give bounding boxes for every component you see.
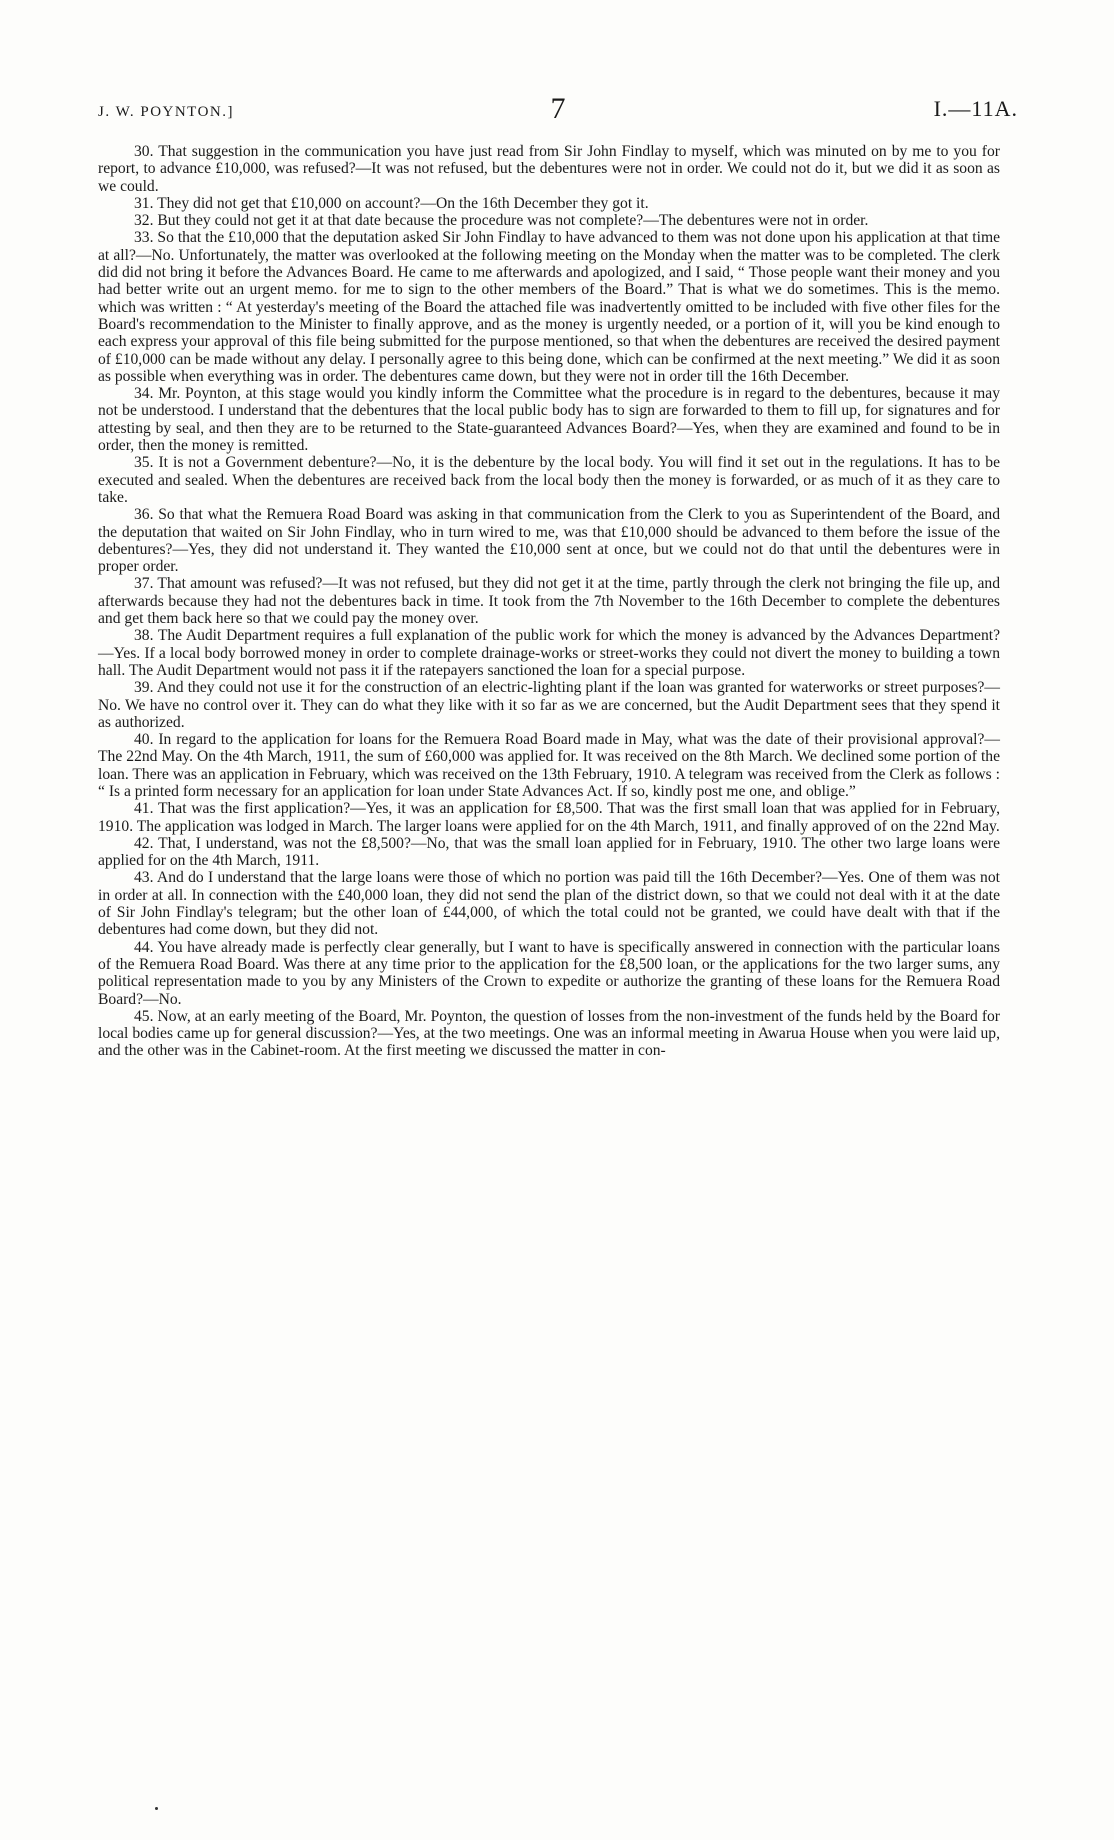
paragraph-42: 42. That, I understand, was not the £8,500?—No, that was the small loan applied for in February, 1910. The other two large loans were applied for on the 4th March, 1911. <box>98 834 1000 870</box>
paragraph-39: 39. And they could not use it for the construction of an electric-lighting plant if the loan was granted for waterworks or street purposes?—No. We have no control over it. They can do what they like with it so far as we are concerned, but the Audit Department sees that they spend it as authorized. <box>98 679 1000 731</box>
witness-name: J. W. POYNTON.] <box>98 104 234 120</box>
document-reference: I.—11A. <box>933 96 1018 121</box>
page-number: 7 <box>550 92 566 125</box>
paragraph-32: 32. But they could not get it at that date because the procedure was not complete?—The debentures were not in order. <box>134 212 869 230</box>
document-body <box>98 143 1000 1060</box>
paragraph-36: 36. So that what the Remuera Road Board was asking in that communication from the Clerk to you as Superintendent of the Board, and the deputation that waited on Sir John Findlay, who in turn wired to me, was that £10,000 should be advanced to them before the issue of the debentures?—Yes, they did not understand it. They wanted the £10,000 sent at once, but we could not do that until the debentures were in proper order. <box>98 506 1000 576</box>
page-header <box>98 92 1018 132</box>
paragraph-44: 44. You have already made is perfectly clear generally, but I want to have is specifically answered in connection with the particular loans of the Remuera Road Board. Was there at any time prior to the application for the £8,500 loan, or the applications for the two larger sums, any political representation made to you by any Ministers of the Crown to expedite or authorize the granting of these loans for the Remuera Road Board?—No. <box>98 938 1000 1008</box>
ink-speck <box>155 1807 158 1810</box>
paragraph-40: 40. In regard to the application for loans for the Remuera Road Board made in May, what was the date of their provisional approval?—The 22nd May. On the 4th March, 1911, the sum of £60,000 was applied for. It was received on the 8th March. We declined some portion of the loan. There was an application in February, which was received on the 13th February, 1910. A telegram was received from the Clerk as follows : “ Is a printed form necessary for an application for loan under State Advances Act. If so, kindly post me one, and oblige.” <box>98 731 1000 800</box>
paragraph-33: 33. So that the £10,000 that the deputation asked Sir John Findlay to have advanced to them was not done upon his application at that time at all?—No. Unfortunately, the matter was overlooked at the following meeting on the Monday when the matter was to be completed. The clerk did did not bring it before the Advances Board. He came to me afterwards and apologized, and I said, “ Those people want their money and you had better write out an urgent memo. for me to sign to the other members of the Board.” That is what we do sometimes. This is the memo. which was written : “ At yesterday's meeting of the Board the attached file was inadvertently omitted to be included with five other files for the Board's recommendation to the Minister to finally approve, and as the money is urgently needed, or a portion of it, will you be kind enough to each express your approval of this file being submitted for the purpose mentioned, so that when the debentures are received the desired payment of £10,000 can be made without any delay. I personally agree to this being done, which can be confirmed at the next meeting.” We did it as soon as possible when everything was in order. The debentures came down, but they were not in order till the 16th December. <box>98 229 1000 385</box>
paragraph-45: 45. Now, at an early meeting of the Board, Mr. Poynton, the question of losses from the non-investment of the funds held by the Board for local bodies came up for general discussion?—Yes, at the two meetings. One was an informal meeting in Awarua House when you were laid up, and the other was in the Cabinet-room. At the first meeting we discussed the matter in con- <box>98 1007 1000 1060</box>
paragraph-43: 43. And do I understand that the large loans were those of which no portion was paid till the 16th December?—Yes. One of them was not in order at all. In connection with the £40,000 loan, they did not send the plan of the district down, so that we could not deal with it at the date of Sir John Findlay's telegram; but the other loan of £44,000, of which the total could not be granted, we could have dealt with that if the debentures had come down, but they did not. <box>98 869 1000 939</box>
paragraph-41: 41. That was the first application?—Yes, it was an application for £8,500. That was the first small loan that was applied for in February, 1910. The application was lodged in March. The larger loans were applied for on the 4th March, 1911, and finally approved of on the 22nd May. <box>98 800 1000 835</box>
paragraph-35: 35. It is not a Government debenture?—No, it is the debenture by the local body. You will find it set out in the regulations. It has to be executed and sealed. When the debentures are received back from the local body then the money is forwarded, or as much of it as they care to take. <box>98 454 1000 506</box>
paragraph-30: 30. That suggestion in the communication you have just read from Sir John Findlay to myself, which was minuted on by me to you for report, to advance £10,000, was refused?—It was not refused, but the debentures were not in order. We could not do it, but we did it as soon as we could. <box>98 143 1000 195</box>
paragraph-38: 38. The Audit Department requires a full explanation of the public work for which the money is advanced by the Advances Department?—Yes. If a local body borrowed money in order to complete drainage-works or street-works they could not divert the money to building a town hall. The Audit Department would not pass it if the ratepayers sanctioned the loan for a special purpose. <box>98 627 1000 679</box>
paragraph-37: 37. That amount was refused?—It was not refused, but they did not get it at the time, partly through the clerk not bringing the file up, and afterwards because they had not the debentures back in time. It took from the 7th November to the 16th December to complete the debentures and get them back here so that we could pay the money over. <box>98 575 1000 628</box>
paragraph-31: 31. They did not get that £10,000 on account?—On the 16th December they got it. <box>134 194 649 212</box>
paragraph-34: 34. Mr. Poynton, at this stage would you kindly inform the Committee what the procedure is in regard to the debentures, because it may not be understood. I understand that the debentures that the local public body has to sign are forwarded to them to fill up, for signatures and for attesting by seal, and then they are to be returned to the State-guaranteed Advances Board?—Yes, when they are examined and found to be in order, then the money is remitted. <box>98 385 1000 455</box>
